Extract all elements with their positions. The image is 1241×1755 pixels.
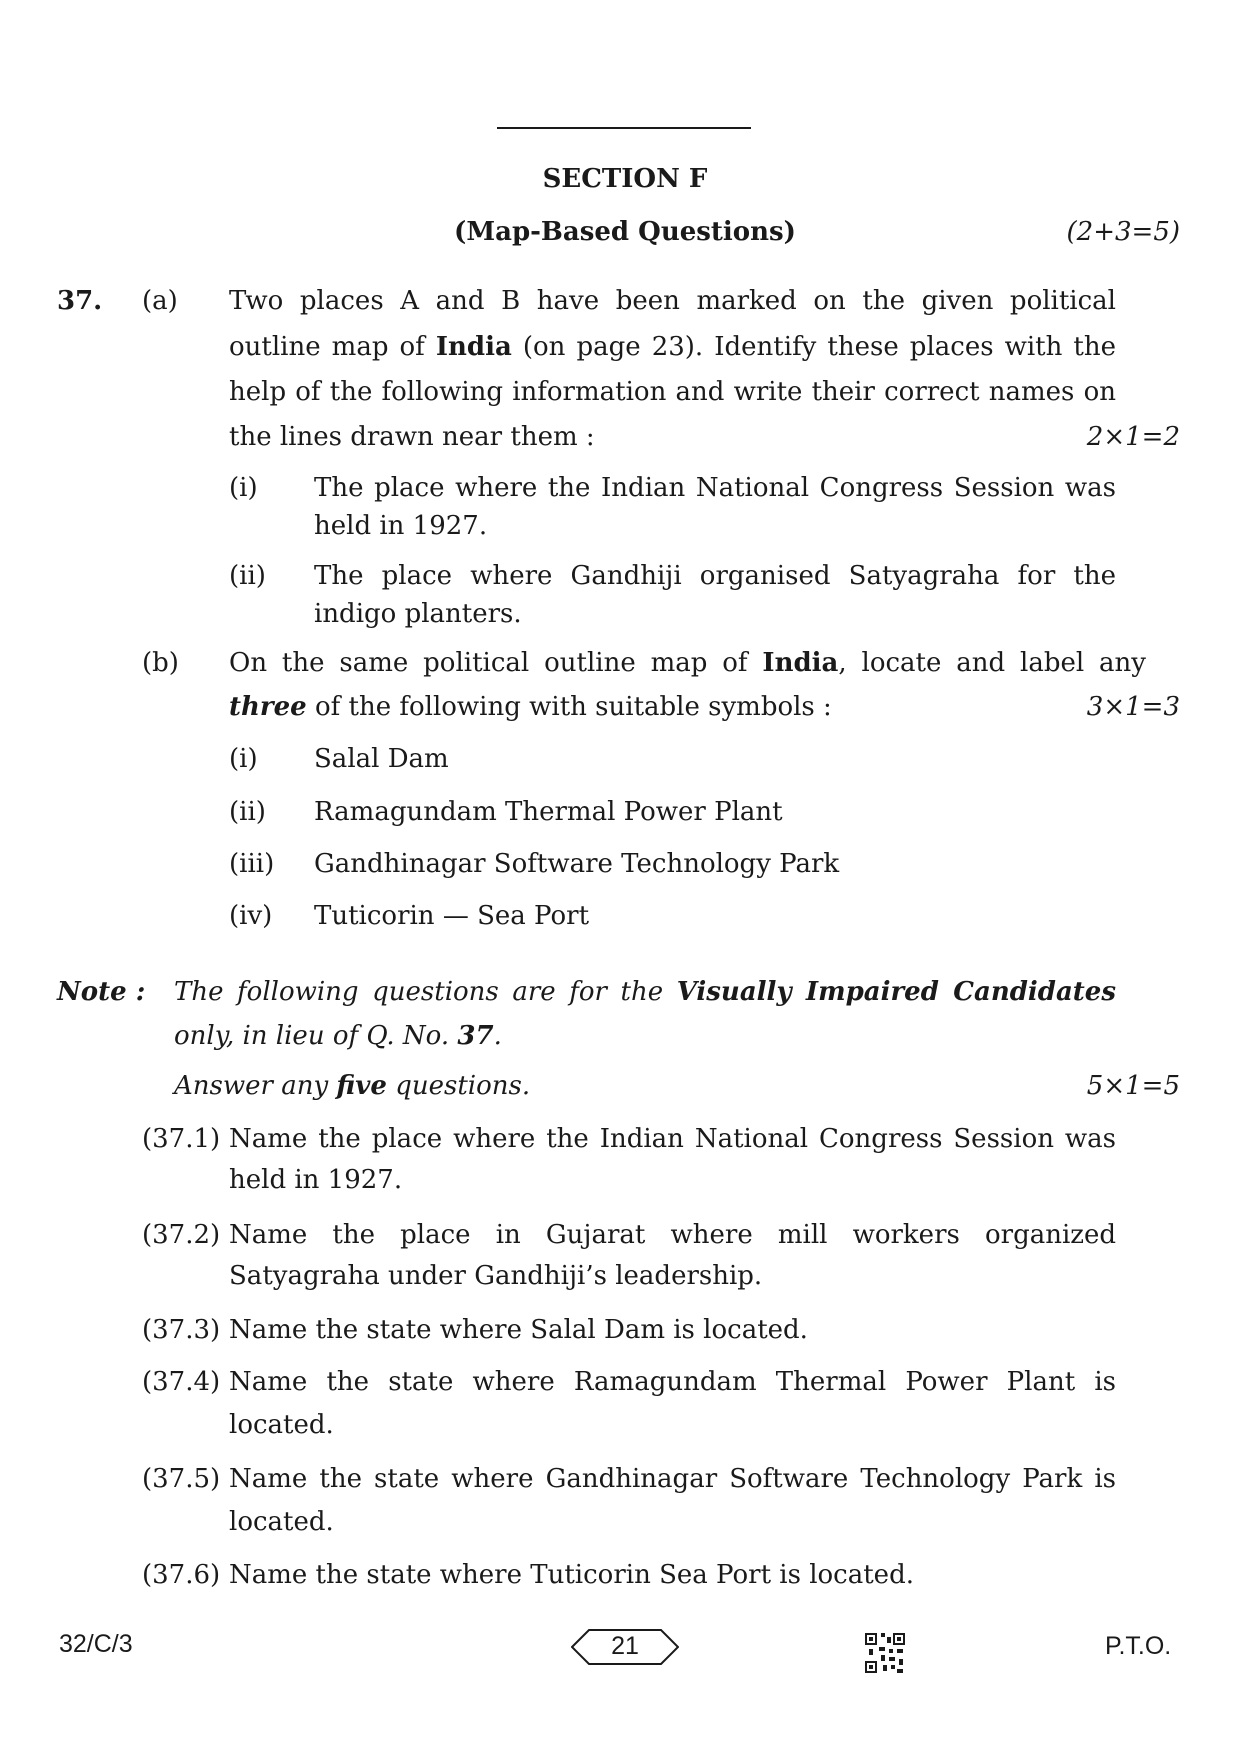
part-b-item-text: Tuticorin — Sea Port [314, 901, 590, 931]
vi-question-line: located. [229, 1507, 334, 1537]
part-a-line-1: Two places A and B have been marked on the given political [229, 286, 1116, 316]
india-bold: India [762, 648, 839, 678]
part-b-item-text: Salal Dam [314, 744, 449, 774]
part-b-label: (b) [142, 648, 179, 678]
paper-code: 32/C/3 [59, 1630, 133, 1658]
note-marks: 5×1=5 [1086, 1071, 1180, 1101]
part-b-line-2: three of the following with suitable symbols : [229, 692, 832, 722]
vi-candidates-bold: Visually Impaired Candidates [676, 977, 1116, 1007]
part-b-item-text: Gandhinagar Software Technology Park [314, 849, 840, 879]
vi-question-line: Name the state where Tuticorin Sea Port is located. [229, 1560, 914, 1590]
part-a-item-line: indigo planters. [314, 599, 522, 629]
vi-question-line: Name the state where Gandhinagar Software Technology Park is [229, 1464, 1116, 1494]
part-a-marks: 2×1=2 [1086, 422, 1180, 452]
part-b-item-num: (ii) [229, 797, 266, 827]
vi-question-num: (37.2) [142, 1220, 221, 1250]
pto-label: P.T.O. [1105, 1632, 1172, 1660]
vi-question-line: held in 1927. [229, 1165, 403, 1195]
five-emphasis: five [336, 1071, 387, 1101]
part-a-line-2: outline map of India (on page 23). Identify these places with the [229, 332, 1116, 362]
part-a-item-line: The place where the Indian National Congress Session was [314, 473, 1116, 503]
section-marks: (2+3=5) [1066, 217, 1180, 247]
part-a-line-3: help of the following information and write their correct names on [229, 377, 1116, 407]
part-a-line-4: the lines drawn near them : [229, 422, 595, 452]
part-b-item-num: (iii) [229, 849, 275, 879]
vi-question-num: (37.5) [142, 1464, 221, 1494]
answer-instruction: Answer any five questions. [174, 1071, 531, 1101]
vi-question-num: (37.6) [142, 1560, 221, 1590]
part-a-label: (a) [142, 286, 178, 316]
qr-code-icon [865, 1633, 905, 1673]
vi-question-line: Name the state where Salal Dam is located. [229, 1315, 808, 1345]
vi-question-num: (37.4) [142, 1367, 221, 1397]
vi-question-line: located. [229, 1410, 334, 1440]
part-b-item-num: (iv) [229, 901, 273, 931]
part-b-item-text: Ramagundam Thermal Power Plant [314, 797, 783, 827]
top-rule [497, 127, 751, 129]
part-b-marks: 3×1=3 [1086, 692, 1180, 722]
vi-question-line: Name the place where the Indian National Congress Session was [229, 1124, 1116, 1154]
vi-question-line: Name the state where Ramagundam Thermal Power Plant is [229, 1367, 1116, 1397]
vi-question-num: (37.3) [142, 1315, 221, 1345]
part-b-line-1: On the same political outline map of India, locate and label any [229, 648, 1146, 678]
note-label: Note : [57, 977, 146, 1007]
question-number: 37. [57, 286, 103, 316]
page-number: 21 [611, 1632, 639, 1660]
vi-question-line: Satyagraha under Gandhiji’s leadership. [229, 1261, 763, 1291]
vi-question-num: (37.1) [142, 1124, 221, 1154]
part-a-item-num: (i) [229, 473, 258, 503]
note-line-1: The following questions are for the Visually Impaired Candidates [174, 977, 1116, 1007]
part-a-item-line: The place where Gandhiji organised Satyagraha for the [314, 561, 1116, 591]
three-emphasis: three [229, 692, 307, 722]
section-subtitle: (Map-Based Questions) [454, 217, 796, 247]
part-a-item-line: held in 1927. [314, 511, 488, 541]
section-title: SECTION F [542, 164, 708, 194]
part-a-item-num: (ii) [229, 561, 266, 591]
vi-question-line: Name the place in Gujarat where mill workers organized [229, 1220, 1116, 1250]
note-line-2: only, in lieu of Q. No. 37. [174, 1021, 502, 1051]
part-b-item-num: (i) [229, 744, 258, 774]
india-bold: India [435, 332, 512, 362]
